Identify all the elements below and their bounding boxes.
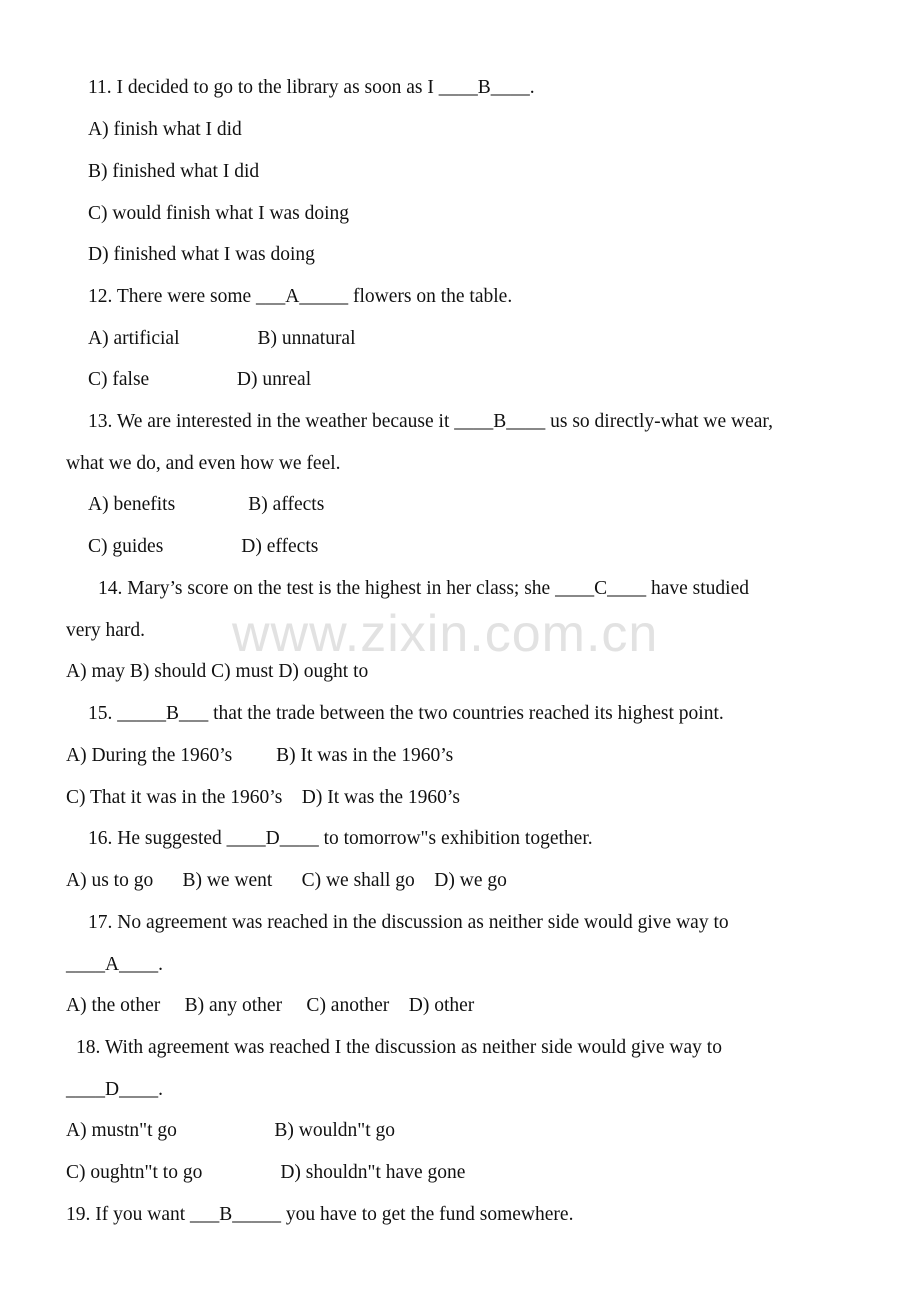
question-18: 18. With agreement was reached I the discussion as neither side would give way to <box>76 1037 722 1058</box>
question-19: 19. If you want ___B_____ you have to get the fund somewhere. <box>66 1204 574 1225</box>
question-14-options: A) may B) should C) must D) ought to <box>66 661 369 682</box>
question-14: 14. Mary’s score on the test is the highest in her class; she ____C____ have studied <box>98 578 749 599</box>
question-15-options-cd: C) That it was in the 1960’s D) It was the 1960’s <box>66 787 460 808</box>
question-17: 17. No agreement was reached in the discussion as neither side would give way to <box>88 912 729 933</box>
question-12-options-cd: C) false D) unreal <box>88 369 312 390</box>
question-18-continued: ____D____. <box>66 1079 163 1100</box>
question-11-option-b: B) finished what I did <box>88 161 260 182</box>
question-17-options: A) the other B) any other C) another D) other <box>66 995 475 1016</box>
question-13-continued: what we do, and even how we feel. <box>66 453 341 474</box>
question-11-option-c: C) would finish what I was doing <box>88 203 350 224</box>
question-15-options-ab: A) During the 1960’s B) It was in the 1960’s <box>66 745 454 766</box>
question-11: 11. I decided to go to the library as soon as I ____B____. <box>88 77 535 98</box>
question-16: 16. He suggested ____D____ to tomorrow"s exhibition together. <box>88 828 593 849</box>
question-12-options-ab: A) artificial B) unnatural <box>88 328 356 349</box>
question-17-continued: ____A____. <box>66 954 163 975</box>
question-11-option-a: A) finish what I did <box>88 119 242 140</box>
question-16-options: A) us to go B) we went C) we shall go D) we go <box>66 870 507 891</box>
question-12: 12. There were some ___A_____ flowers on the table. <box>88 286 513 307</box>
question-13: 13. We are interested in the weather because it ____B____ us so directly-what we wear, <box>88 411 773 432</box>
watermark: www.zixin.com.cn <box>232 605 659 663</box>
question-15: 15. _____B___ that the trade between the two countries reached its highest point. <box>88 703 724 724</box>
question-14-continued: very hard. <box>66 620 146 641</box>
question-18-options-cd: C) oughtn"t to go D) shouldn"t have gone <box>66 1162 466 1183</box>
question-13-options-cd: C) guides D) effects <box>88 536 319 557</box>
question-11-option-d: D) finished what I was doing <box>88 244 315 265</box>
question-13-options-ab: A) benefits B) affects <box>88 494 325 515</box>
question-18-options-ab: A) mustn"t go B) wouldn"t go <box>66 1120 396 1141</box>
